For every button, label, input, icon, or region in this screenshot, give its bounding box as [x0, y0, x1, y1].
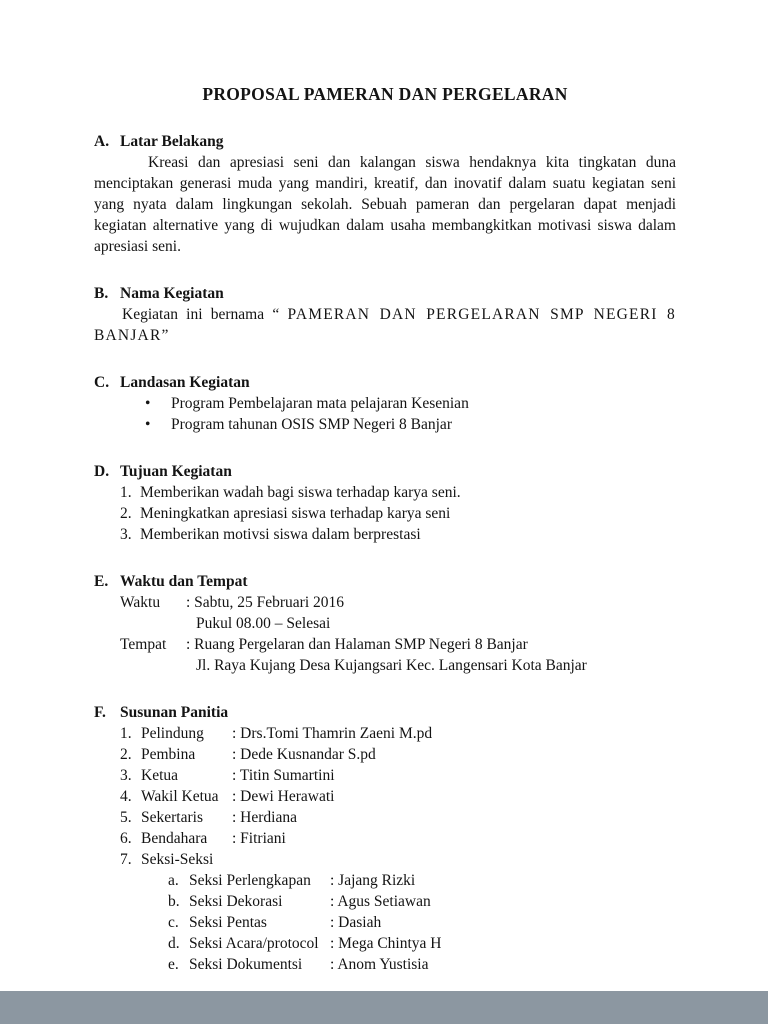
committee-row [120, 786, 676, 807]
event-name: PAMERAN DAN PERGELARAN SMP NEGERI 8 BANJAR” [94, 306, 676, 344]
subcommittee-row [168, 870, 676, 891]
bullet-icon: • [145, 416, 151, 433]
list-item [120, 393, 676, 414]
list-item-number: 3. [120, 526, 132, 543]
committee-role: Wakil Ketua [141, 788, 219, 805]
section-heading [94, 461, 676, 482]
section-latar-belakang [94, 131, 676, 257]
section-susunan-panitia [94, 702, 676, 975]
schedule-row [120, 655, 676, 676]
subcommittee-name: : Agus Setiawan [330, 893, 431, 910]
subcommittee-row [168, 933, 676, 954]
section-nama-kegiatan [94, 283, 676, 346]
committee-name: : Dede Kusnandar S.pd [232, 746, 376, 763]
list-item-text: Program Pembelajaran mata pelajaran Kesenian [171, 395, 469, 412]
bullet-list [120, 393, 676, 435]
section-title: Nama Kegiatan [120, 285, 224, 302]
section-letter: B. [94, 285, 109, 302]
section-heading [94, 372, 676, 393]
event-name-prefix: Kegiatan ini bernama “ [122, 306, 288, 323]
subcommittee-letter: d. [168, 935, 180, 952]
section-letter: D. [94, 463, 110, 480]
list-item-number: 1. [120, 484, 132, 501]
list-item-text: Memberikan motivsi siswa dalam berprestasi [140, 526, 421, 543]
committee-row [120, 807, 676, 828]
subcommittee-name: : Anom Yustisia [330, 956, 429, 973]
subcommittee-letter: b. [168, 893, 180, 910]
committee-number: 5. [120, 809, 132, 826]
schedule-row [120, 613, 676, 634]
committee-role: Seksi-Seksi [141, 851, 214, 868]
committee-number: 4. [120, 788, 132, 805]
schedule-label: Tempat [120, 636, 167, 653]
section-tujuan-kegiatan [94, 461, 676, 545]
committee-row [120, 723, 676, 744]
section-title: Latar Belakang [120, 133, 224, 150]
numbered-list [120, 482, 676, 545]
list-item [120, 524, 676, 545]
section-title: Susunan Panitia [120, 704, 229, 721]
committee-number: 3. [120, 767, 132, 784]
committee-name: : Drs.Tomi Thamrin Zaeni M.pd [232, 725, 433, 742]
subcommittee-name: : Jajang Rizki [330, 872, 416, 889]
schedule-value: : Sabtu, 25 Februari 2016 [186, 594, 344, 611]
body-paragraph [94, 304, 676, 346]
section-landasan-kegiatan [94, 372, 676, 435]
section-letter: F. [94, 704, 106, 721]
section-title: Tujuan Kegiatan [120, 463, 232, 480]
subcommittee-name: : Mega Chintya H [330, 935, 442, 952]
section-heading [94, 131, 676, 152]
list-item-text: Meningkatkan apresiasi siswa terhadap karya seni [140, 505, 451, 522]
list-item [120, 482, 676, 503]
list-item-text: Program tahunan OSIS SMP Negeri 8 Banjar [171, 416, 452, 433]
schedule-label [120, 655, 186, 676]
subcommittee-role: Seksi Acara/protocol [189, 935, 319, 952]
bullet-icon: • [145, 395, 151, 412]
subcommittee-row [168, 891, 676, 912]
schedule-row [120, 634, 676, 655]
list-item [120, 414, 676, 435]
committee-name: : Dewi Herawati [232, 788, 335, 805]
schedule-row [120, 592, 676, 613]
committee-number: 7. [120, 851, 132, 868]
schedule-value: : Ruang Pergelaran dan Halaman SMP Negeri 8 Banjar [186, 636, 528, 653]
schedule-value: Pukul 08.00 – Selesai [196, 615, 331, 632]
schedule-label: Waktu [120, 594, 161, 611]
subcommittee-letter: e. [168, 956, 179, 973]
committee-row [120, 765, 676, 786]
committee-role: Bendahara [141, 830, 208, 847]
committee-row [120, 849, 676, 870]
committee-number: 1. [120, 725, 132, 742]
section-letter: A. [94, 133, 110, 150]
subcommittee-role: Seksi Perlengkapan [189, 872, 311, 889]
committee-name: : Titin Sumartini [232, 767, 335, 784]
committee-name [232, 849, 676, 870]
section-title: Waktu dan Tempat [120, 573, 248, 590]
list-item-text: Memberikan wadah bagi siswa terhadap karya seni. [140, 484, 461, 501]
schedule-table [120, 592, 676, 676]
subcommittee-role: Seksi Dokumentsi [189, 956, 303, 973]
subcommittee-list [168, 870, 676, 975]
section-heading [94, 283, 676, 304]
committee-name: : Herdiana [232, 809, 297, 826]
committee-role: Pembina [141, 746, 196, 763]
committee-name: : Fitriani [232, 830, 286, 847]
committee-role: Pelindung [141, 725, 204, 742]
committee-list [120, 723, 676, 975]
section-title: Landasan Kegiatan [120, 374, 250, 391]
subcommittee-name: : Dasiah [330, 914, 382, 931]
subcommittee-letter: c. [168, 914, 179, 931]
section-letter: E. [94, 573, 109, 590]
committee-role: Sekertaris [141, 809, 203, 826]
subcommittee-role: Seksi Pentas [189, 914, 267, 931]
committee-role: Ketua [141, 767, 179, 784]
section-waktu-dan-tempat [94, 571, 676, 676]
subcommittee-row [168, 912, 676, 933]
committee-row [120, 828, 676, 849]
committee-number: 2. [120, 746, 132, 763]
document-title: PROPOSAL PAMERAN DAN PERGELARAN [202, 84, 568, 104]
committee-number: 6. [120, 830, 132, 847]
body-paragraph: Kreasi dan apresiasi seni dan kalangan siswa hendaknya kita tingkatan duna menciptakan generasi muda yang mandiri, kreatif, dan inovatif dalam suatu kegiatan seni yang nyata dalam lingkungan sekolah. Sebuah pameran dan pergelaran dapat menjadi kegiatan alternative yang di wujudkan dalam usaha membangkitkan motivasi siswa dalam apresiasi seni. [94, 154, 676, 255]
schedule-label [120, 613, 186, 634]
list-item-number: 2. [120, 505, 132, 522]
committee-row [120, 744, 676, 765]
section-letter: C. [94, 374, 110, 391]
subcommittee-role: Seksi Dekorasi [189, 893, 283, 910]
subcommittee-letter: a. [168, 872, 179, 889]
subcommittee-row [168, 954, 676, 975]
section-heading [94, 571, 676, 592]
schedule-value: Jl. Raya Kujang Desa Kujangsari Kec. Langensari Kota Banjar [196, 657, 587, 674]
list-item [120, 503, 676, 524]
section-heading [94, 702, 676, 723]
